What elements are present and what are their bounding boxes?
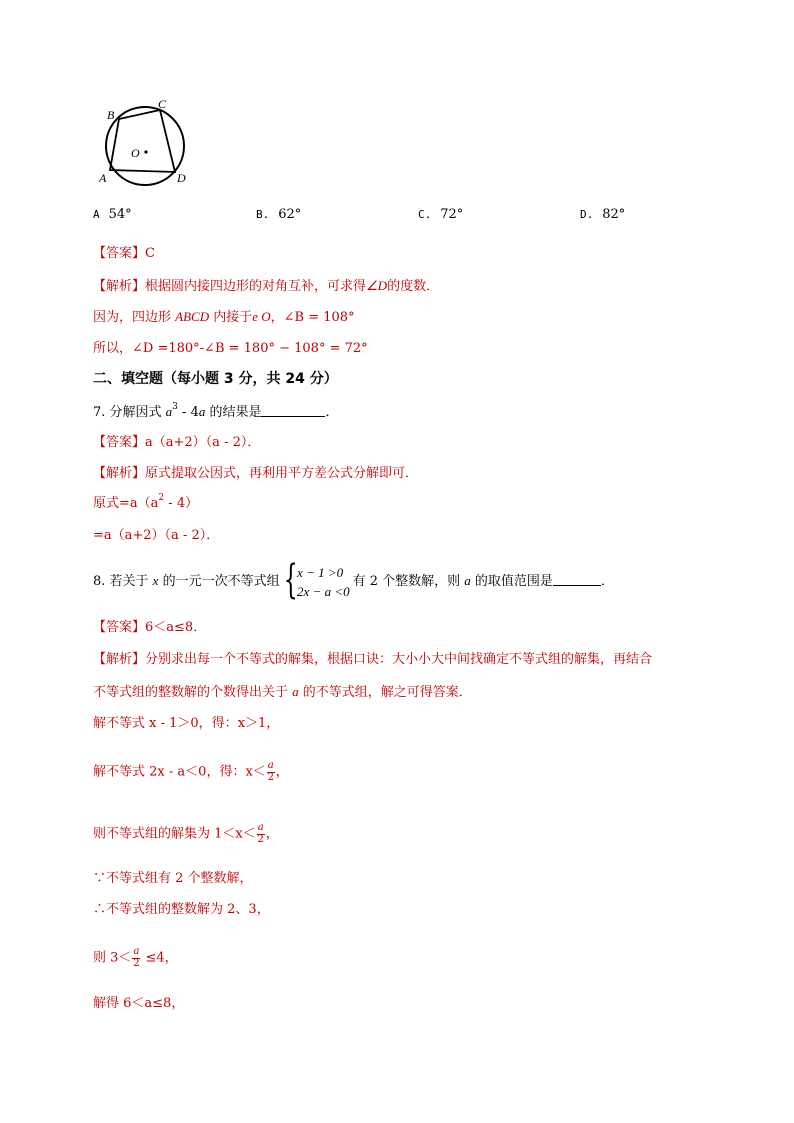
label-o: O	[131, 146, 140, 160]
choice-letter: A	[93, 208, 100, 221]
variable: a	[198, 404, 206, 419]
analysis-tag: 【解析】	[93, 466, 146, 481]
choice-value: 54°	[108, 207, 132, 222]
choice-value: 62°	[278, 207, 302, 222]
choice-c[interactable]	[418, 207, 463, 222]
step-text-end: ≤4，	[141, 950, 178, 966]
step-end: ，	[256, 902, 270, 917]
step-text: 原式=	[93, 496, 130, 511]
step-expr: 6＜a≤8	[123, 996, 172, 1011]
choice-letter: C.	[418, 208, 432, 221]
step-text: 因为，四边形	[93, 310, 176, 325]
label-a: A	[99, 171, 107, 185]
answer-value: a（a+2）（a - 2）．	[145, 435, 261, 450]
step-text-mid: ，得：	[206, 764, 246, 780]
analysis-text: 根据圆内接四边形的对角互补，可求得	[145, 279, 367, 294]
denominator: 2	[267, 771, 274, 783]
analysis-text: 原式提取公因式，再利用平方差公式分解即可．	[145, 466, 419, 481]
q8-answer-line	[93, 621, 206, 636]
step-end: ，	[171, 996, 185, 1011]
choice-letter: B.	[256, 208, 270, 221]
brace-icon: {	[283, 556, 298, 603]
answer-tag: 【答案】	[93, 435, 146, 450]
variable: a	[165, 404, 173, 419]
question-text-2: 有 2 个整数解，则	[352, 574, 465, 589]
q8-question	[93, 556, 614, 603]
step-text-mid: 内接于	[209, 310, 253, 325]
question-period: ．	[325, 405, 339, 420]
question-period: ．	[600, 574, 614, 589]
exponent: 2	[158, 493, 165, 503]
choice-letter: D.	[580, 208, 594, 221]
section-heading: 二、填空题（每小题 3 分，共 24 分）	[93, 371, 338, 387]
analysis-text: 不等式组的整数解的个数得出关于	[93, 685, 293, 700]
q6-step-2	[93, 342, 368, 357]
q8-step-7	[93, 997, 184, 1012]
q6-answer-line	[93, 247, 155, 262]
quadrilateral-abcd	[110, 110, 175, 172]
choice-b[interactable]	[256, 207, 301, 222]
label-d: D	[177, 171, 186, 185]
choice-value: 72°	[440, 207, 464, 222]
answer-blank[interactable]	[261, 404, 325, 417]
fraction	[257, 823, 265, 845]
choice-a[interactable]	[93, 207, 132, 222]
step-text: ∵不等式组有 2 个整数解，	[93, 871, 253, 886]
fraction	[132, 947, 140, 969]
inequality-2: 2x − a <0	[297, 583, 350, 599]
center-point	[144, 150, 147, 153]
question-text-end: 的结果是	[205, 405, 262, 420]
circle-name: e O	[252, 309, 271, 324]
choice-value: 82°	[602, 207, 626, 222]
step-end: ，	[275, 764, 289, 780]
variable: x	[152, 573, 159, 588]
q7-analysis-line	[93, 467, 418, 482]
q7-answer-line	[93, 436, 260, 451]
answer-tag: 【答案】	[93, 246, 146, 261]
numerator: a	[133, 946, 140, 957]
step-expr-end: - 4）	[164, 496, 199, 511]
step-text: 则 3＜	[93, 950, 132, 966]
step-text-mid: ，得：	[198, 716, 238, 731]
q8-step-4	[93, 872, 253, 887]
answer-value: 6＜a≤8．	[145, 620, 207, 635]
quad-name: ABCD	[175, 309, 210, 324]
analysis-tag: 【解析】	[93, 652, 146, 667]
circle-o	[106, 107, 184, 185]
step-text: 则不等式组的解集为	[93, 826, 215, 842]
answer-tag: 【答案】	[93, 620, 146, 635]
q8-step-5	[93, 903, 270, 918]
denominator: 2	[133, 957, 140, 969]
analysis-text: 分别求出每一个不等式的解集，根据口诀：大小小大中间找确定不等式组的解集，再结合	[145, 652, 653, 667]
q6-step-1	[93, 310, 355, 326]
variable: a	[292, 684, 299, 699]
question-text-mid: - 4	[177, 405, 199, 420]
q8-analysis-line-2	[93, 685, 472, 701]
variable: a	[464, 573, 471, 588]
question-text: 7. 分解因式	[93, 405, 166, 420]
step-expr: 1＜x＜	[214, 826, 256, 842]
q8-step-6	[93, 947, 178, 969]
step-text: 解不等式	[93, 764, 150, 780]
step-expr: a（a	[129, 496, 159, 511]
analysis-text-end: 的度数．	[387, 279, 440, 294]
fraction	[267, 761, 275, 783]
step-values: 2、3	[227, 902, 257, 917]
q7-step-2	[93, 529, 219, 544]
inequality-system	[282, 556, 350, 603]
q7-question	[93, 404, 339, 421]
step-text: 解得	[93, 996, 124, 1011]
question-text-3: 的取值范围是	[470, 574, 553, 589]
q6-analysis-line	[93, 279, 439, 295]
q8-step-1	[93, 717, 279, 732]
step-end: ，	[265, 826, 279, 842]
q8-analysis-line-1	[93, 653, 652, 668]
analysis-angle: ∠D	[366, 278, 388, 293]
step-text: 解不等式	[93, 716, 150, 731]
step-end: ，	[266, 716, 280, 731]
step-expr: 2x - a＜0	[149, 764, 207, 780]
answer-value: C	[145, 246, 155, 261]
exponent: 3	[172, 402, 178, 412]
step-expr: x - 1＞0	[149, 716, 199, 731]
analysis-text-end: 的不等式组，解之可得答案．	[298, 685, 472, 700]
step-text: ∴不等式组的整数解为	[93, 902, 228, 917]
step-expr: =a（a+2）（a - 2）．	[93, 528, 220, 543]
q8-step-2	[93, 761, 289, 783]
label-b: B	[107, 108, 115, 122]
label-c: C	[158, 98, 167, 111]
step-result: x＞1	[237, 716, 267, 731]
step-expression: ∠D =180°-∠B = 180° − 108° = 72°	[132, 341, 368, 356]
inequality-1: x − 1 >0	[297, 564, 344, 580]
cyclic-quadrilateral-figure	[95, 98, 195, 190]
question-text: 8. 若关于	[93, 574, 153, 589]
q8-step-3	[93, 823, 279, 845]
step-text: 所以，	[93, 341, 133, 356]
q7-step-1	[93, 493, 199, 512]
step-text-end: ，∠B = 108°	[270, 310, 355, 325]
analysis-tag: 【解析】	[93, 279, 146, 294]
question-text-mid: 的一元一次不等式组	[158, 574, 280, 589]
choice-d[interactable]	[580, 207, 625, 222]
step-result: x＜	[245, 764, 266, 780]
denominator: 2	[257, 833, 264, 845]
numerator: a	[267, 760, 274, 771]
answer-blank[interactable]	[553, 573, 601, 586]
numerator: a	[257, 822, 264, 833]
